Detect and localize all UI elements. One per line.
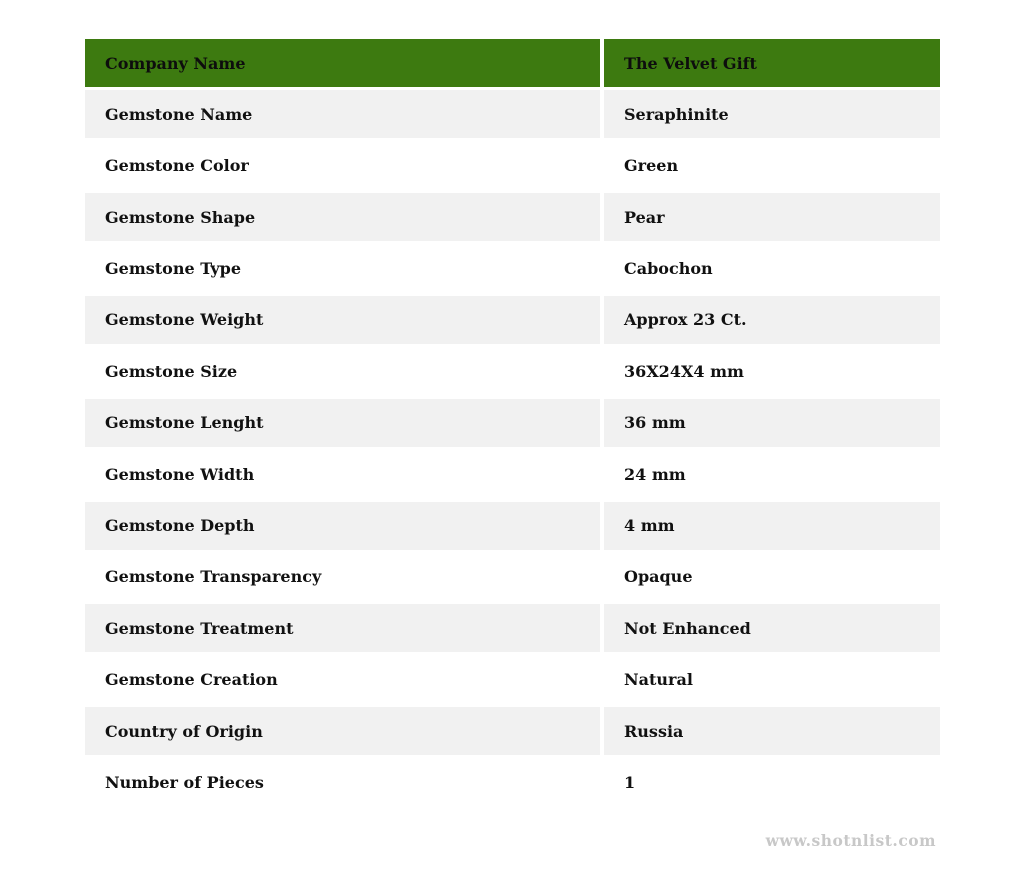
spec-row-label: Number of Pieces: [85, 758, 600, 806]
spec-row-value: Seraphinite: [604, 90, 940, 138]
spec-row-label: Gemstone Lenght: [85, 399, 600, 447]
spec-row-label: Gemstone Treatment: [85, 604, 600, 652]
spec-row-value: Green: [604, 142, 940, 190]
spec-row-value: Not Enhanced: [604, 604, 940, 652]
spec-row-label: Country of Origin: [85, 707, 600, 755]
watermark-text: www.shotnlist.com: [765, 831, 936, 850]
spec-row-value: Opaque: [604, 553, 940, 601]
spec-row-value: Pear: [604, 193, 940, 241]
spec-row-value: Russia: [604, 707, 940, 755]
spec-row-label: Gemstone Transparency: [85, 553, 600, 601]
spec-row-value: 1: [604, 758, 940, 806]
spec-row-value: 36 mm: [604, 399, 940, 447]
spec-row-label: Gemstone Type: [85, 245, 600, 293]
table-header-company-value-cell: The Velvet Gift: [604, 39, 940, 87]
spec-row-value: 24 mm: [604, 450, 940, 498]
spec-row-label: Gemstone Creation: [85, 656, 600, 704]
spec-row-label: Gemstone Depth: [85, 502, 600, 550]
gemstone-spec-table: [85, 39, 940, 806]
spec-row-label: Gemstone Shape: [85, 193, 600, 241]
spec-row-value: Natural: [604, 656, 940, 704]
spec-row-label: Gemstone Name: [85, 90, 600, 138]
table-header-company-cell: Company Name: [85, 39, 600, 87]
spec-row-label: Gemstone Width: [85, 450, 600, 498]
spec-row-value: Approx 23 Ct.: [604, 296, 940, 344]
spec-row-value: 36X24X4 mm: [604, 347, 940, 395]
spec-row-label: Gemstone Weight: [85, 296, 600, 344]
spec-row-label: Gemstone Color: [85, 142, 600, 190]
spec-row-value: Cabochon: [604, 245, 940, 293]
spec-row-value: 4 mm: [604, 502, 940, 550]
spec-row-label: Gemstone Size: [85, 347, 600, 395]
